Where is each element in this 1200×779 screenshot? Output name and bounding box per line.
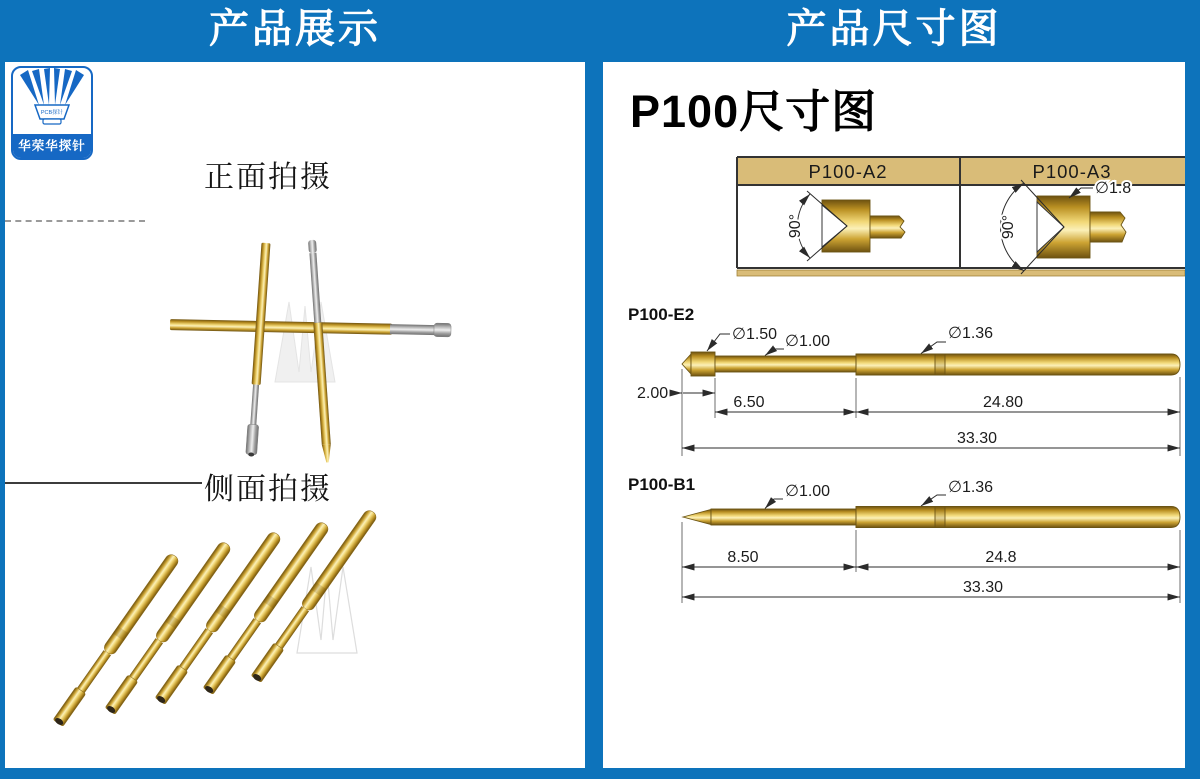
e2-tip-dia: ∅1.50 <box>732 326 778 343</box>
dimension-diagram <box>603 62 1185 768</box>
right-header-title: 产品尺寸图 <box>786 7 1002 51</box>
table-next-row-stripe <box>737 270 1185 276</box>
e2-barrel-dia: ∅1.36 <box>948 325 994 342</box>
vertical-probe-left <box>246 243 272 457</box>
e2-barrel-length: 24.80 <box>982 394 1024 411</box>
side-view-caption: 侧面拍摄 <box>204 473 332 506</box>
diagram-title: P100尺寸图 <box>630 86 878 137</box>
p100-e2-drawing <box>628 305 1180 456</box>
dimension-diagram-panel <box>603 62 1185 768</box>
e2-tip-length: 2.00 <box>637 385 669 402</box>
left-header-title: 产品展示 <box>209 7 381 51</box>
logo-badge-text: PCB探针 <box>40 110 64 116</box>
dashed-divider <box>5 220 145 222</box>
b1-shaft-dia: ∅1.00 <box>785 483 831 500</box>
watermark-crown-icon <box>275 302 335 382</box>
a3-diameter-label: ∅1.8 <box>1095 180 1132 197</box>
side-photo <box>15 498 495 766</box>
b1-total-length: 33.30 <box>962 579 1004 596</box>
e2-name-label: P100-E2 <box>628 305 695 324</box>
a2-angle-label: 90° <box>787 213 804 239</box>
front-view-caption: 正面拍摄 <box>204 161 332 194</box>
brand-logo-crown-icon <box>13 68 91 130</box>
horizontal-probe <box>170 318 451 337</box>
front-photo <box>90 227 490 472</box>
p100-b1-drawing <box>628 475 1180 603</box>
b1-barrel-dia: ∅1.36 <box>948 479 994 496</box>
logo-brand-name: 华荣华探针 <box>13 134 91 158</box>
b1-front-length: 8.50 <box>727 549 759 566</box>
table-col1-header: P100-A2 <box>808 161 888 182</box>
tip-style-table <box>737 157 1185 276</box>
e2-total-length: 33.30 <box>956 430 998 447</box>
a3-angle-label: 90° <box>1000 214 1017 240</box>
b1-barrel-length: 24.8 <box>985 549 1017 566</box>
e2-shaft-length: 6.50 <box>733 394 765 411</box>
b1-name-label: P100-B1 <box>628 475 696 494</box>
brand-logo <box>11 66 93 160</box>
side-probes-group <box>52 508 378 727</box>
tip-a3-drawing <box>1000 180 1131 274</box>
product-photos-panel <box>5 62 585 768</box>
tip-a2-drawing <box>787 191 905 261</box>
table-col2-header: P100-A3 <box>1032 161 1112 182</box>
e2-shaft-dia: ∅1.00 <box>785 333 831 350</box>
